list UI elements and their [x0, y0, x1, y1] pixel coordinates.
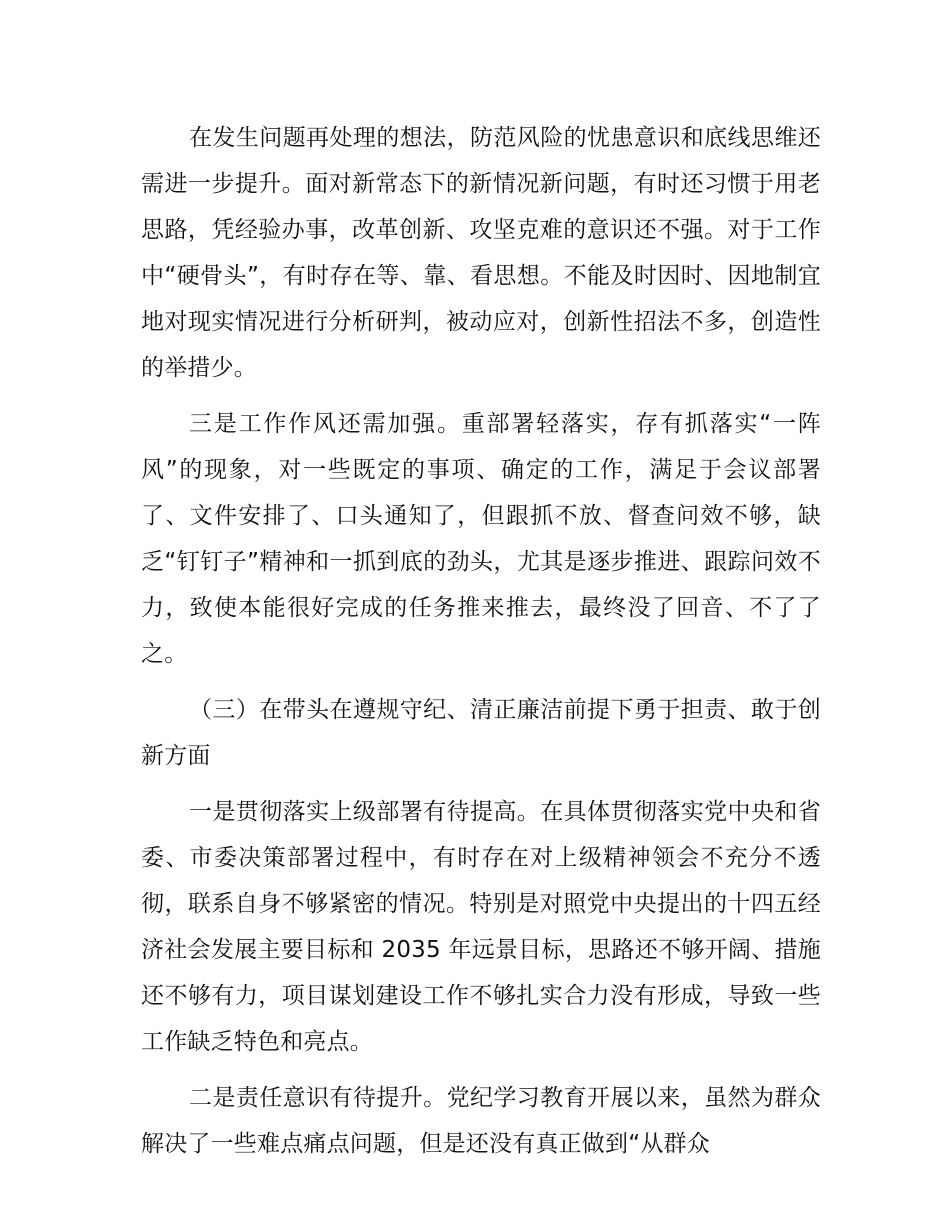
- paragraph-responsibility: 二是责任意识有待提升。党纪学习教育开展以来，虽然为群众解决了一些难点痛点问题，但是还没有真正做到“从群众: [141, 1085, 821, 1157]
- section-heading-three: （三）在带头在遵规守纪、清正廉洁前提下勇于担责、敢于创新方面: [141, 697, 821, 769]
- paragraph-implementation: 一是贯彻落实上级部署有待提高。在具体贯彻落实党中央和省委、市委决策部署过程中，有时存在对上级精神领会不充分不透彻，联系自身不够紧密的情况。特别是对照党中央提出的十四五经济社会发展主要目标和 2035 年远景目标，思路还不够开阔、措施还不够有力，项目谋划建设工作不够扎实合力没有形成，导致一些工作缺乏特色和亮点。: [141, 799, 821, 1055]
- document-body: [141, 115, 821, 1177]
- paragraph-work-style: 三是工作作风还需加强。重部署轻落实，存有抓落实“一阵风”的现象，对一些既定的事项、确定的工作，满足于会议部署了、文件安排了、口头通知了，但跟抓不放、督查问效不够，缺乏“钉钉子”精神和一抓到底的劲头，尤其是逐步推进、跟踪问效不力，致使本能很好完成的任务推来推去，最终没了回音、不了了之。: [141, 411, 821, 667]
- paragraph-risk-awareness: 在发生问题再处理的想法，防范风险的忧患意识和底线思维还需进一步提升。面对新常态下的新情况新问题，有时还习惯于用老思路，凭经验办事，改革创新、攻坚克难的意识还不强。对于工作中“硬骨头”，有时存在等、靠、看思想。不能及时因时、因地制宜地对现实情况进行分析研判，被动应对，创新性招法不多，创造性的举措少。: [141, 125, 821, 381]
